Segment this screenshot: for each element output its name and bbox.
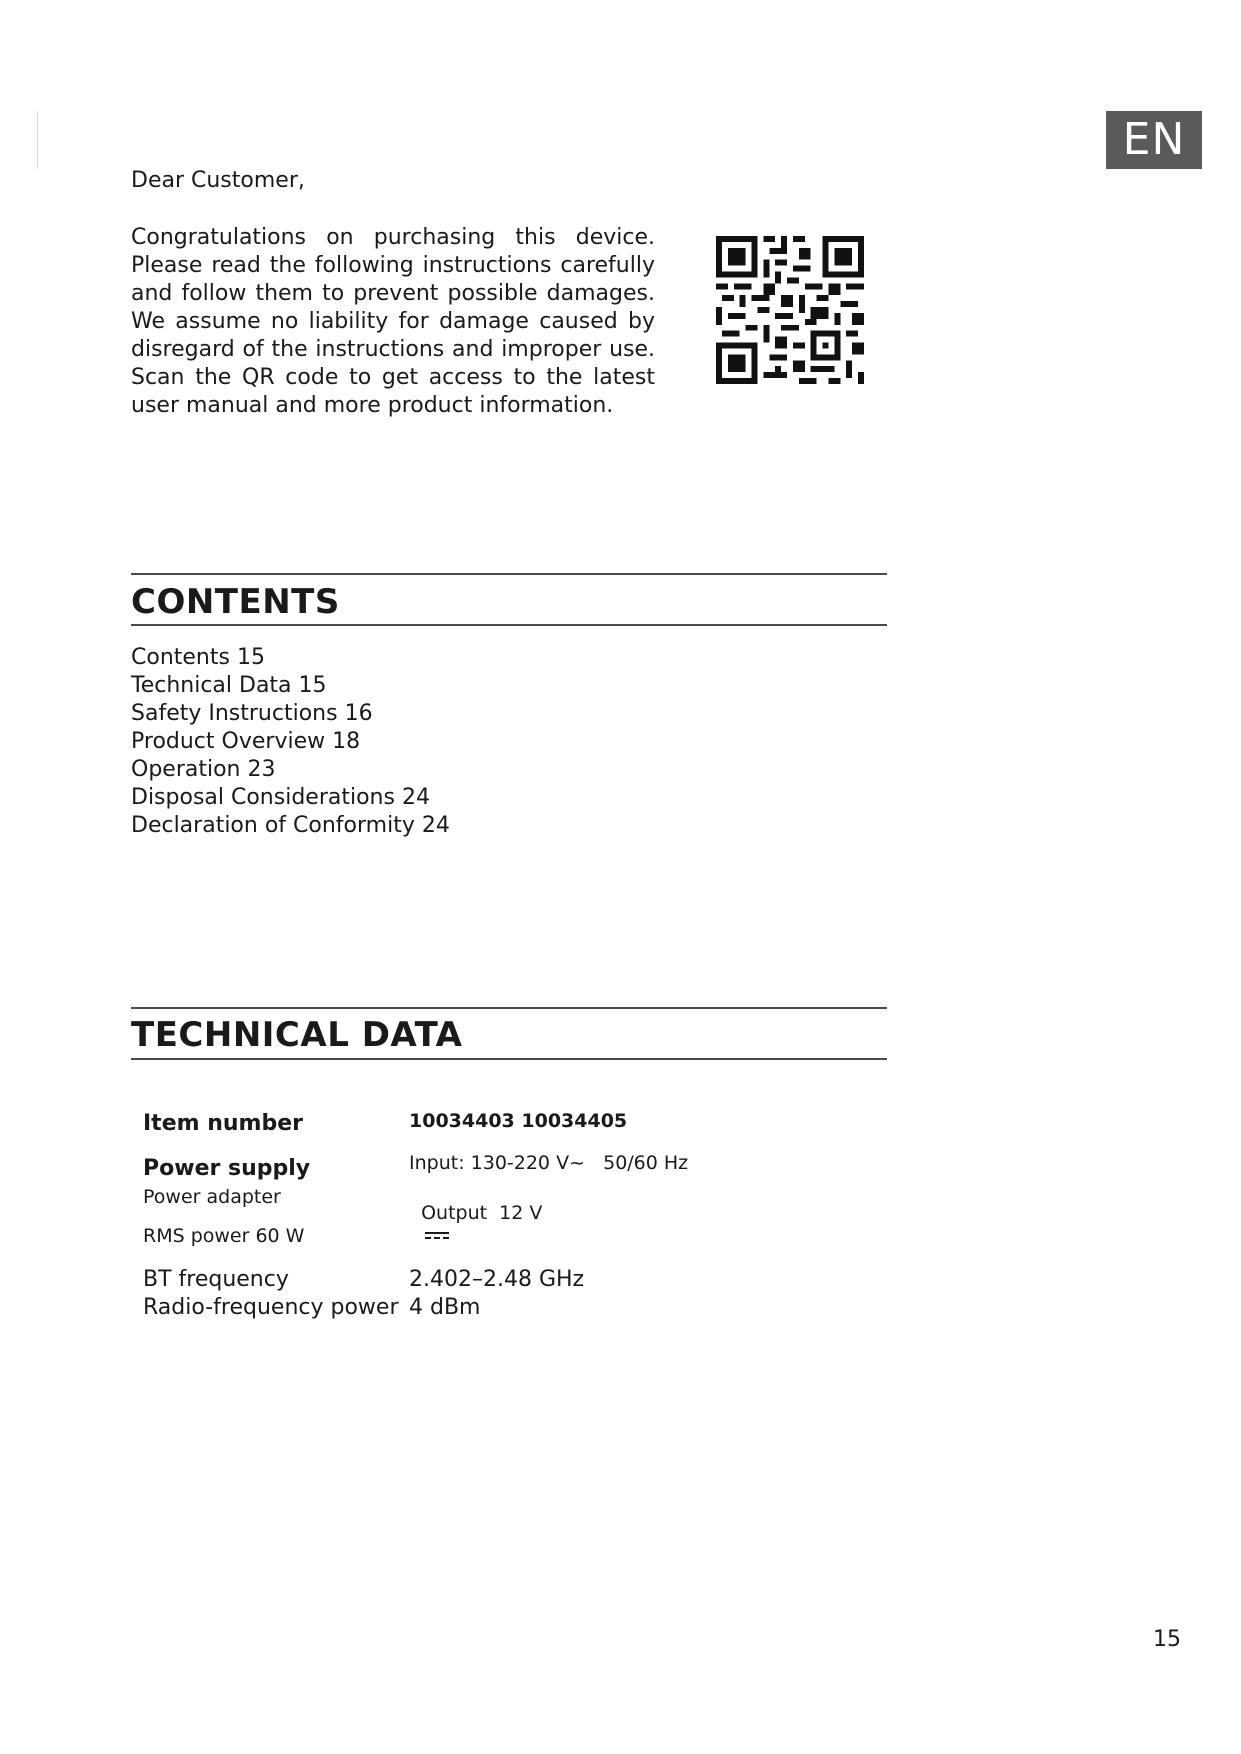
toc-item: Disposal Considerations 24 [131, 785, 430, 810]
bt-frequency-value: 2.402–2.48 GHz [409, 1267, 585, 1292]
bt-frequency-label: BT frequency [143, 1267, 289, 1292]
contents-title: CONTENTS [131, 582, 340, 622]
power-output-value: Output 12 V [421, 1202, 543, 1224]
rf-power-value: 4 dBm [409, 1295, 481, 1320]
contents-list [131, 644, 450, 840]
power-adapter-label: Power adapter [143, 1186, 281, 1208]
qr-code [716, 236, 864, 384]
power-input-value: Input: 130-220 V~ 50/60 Hz [409, 1152, 689, 1174]
technical-rule-top [131, 1007, 887, 1009]
item-number-value: 10034403 10034405 [409, 1110, 628, 1132]
power-output-row [409, 1180, 542, 1246]
rf-power-label: Radio-frequency power [143, 1295, 399, 1320]
technical-title: TECHNICAL DATA [131, 1015, 463, 1055]
toc-item: Contents 15 [131, 645, 265, 670]
item-number-label: Item number [143, 1111, 303, 1136]
contents-rule-bottom [131, 624, 887, 626]
language-tab: EN [1106, 111, 1202, 169]
rms-power: RMS power 60 W [143, 1225, 305, 1247]
intro-paragraph: Congratulations on purchasing this device. Please read the following instructions carefully and follow them to prevent possible damages. We assume no liability for damage caused by disregard of the instructions and improper use. Scan the QR code to get access to the latest user manual and more product information. [131, 225, 655, 418]
margin-line [37, 111, 38, 169]
toc-item: Declaration of Conformity 24 [131, 813, 450, 838]
technical-rule-bottom [131, 1058, 887, 1060]
toc-item: Product Overview 18 [131, 729, 361, 754]
power-supply-label: Power supply [143, 1156, 311, 1181]
toc-item: Technical Data 15 [131, 673, 327, 698]
direct-current-icon [425, 1231, 449, 1241]
greeting: Dear Customer, [131, 168, 305, 193]
contents-rule-top [131, 573, 887, 575]
toc-item: Operation 23 [131, 757, 276, 782]
page-number: 15 [1153, 1627, 1181, 1652]
toc-item: Safety Instructions 16 [131, 701, 373, 726]
